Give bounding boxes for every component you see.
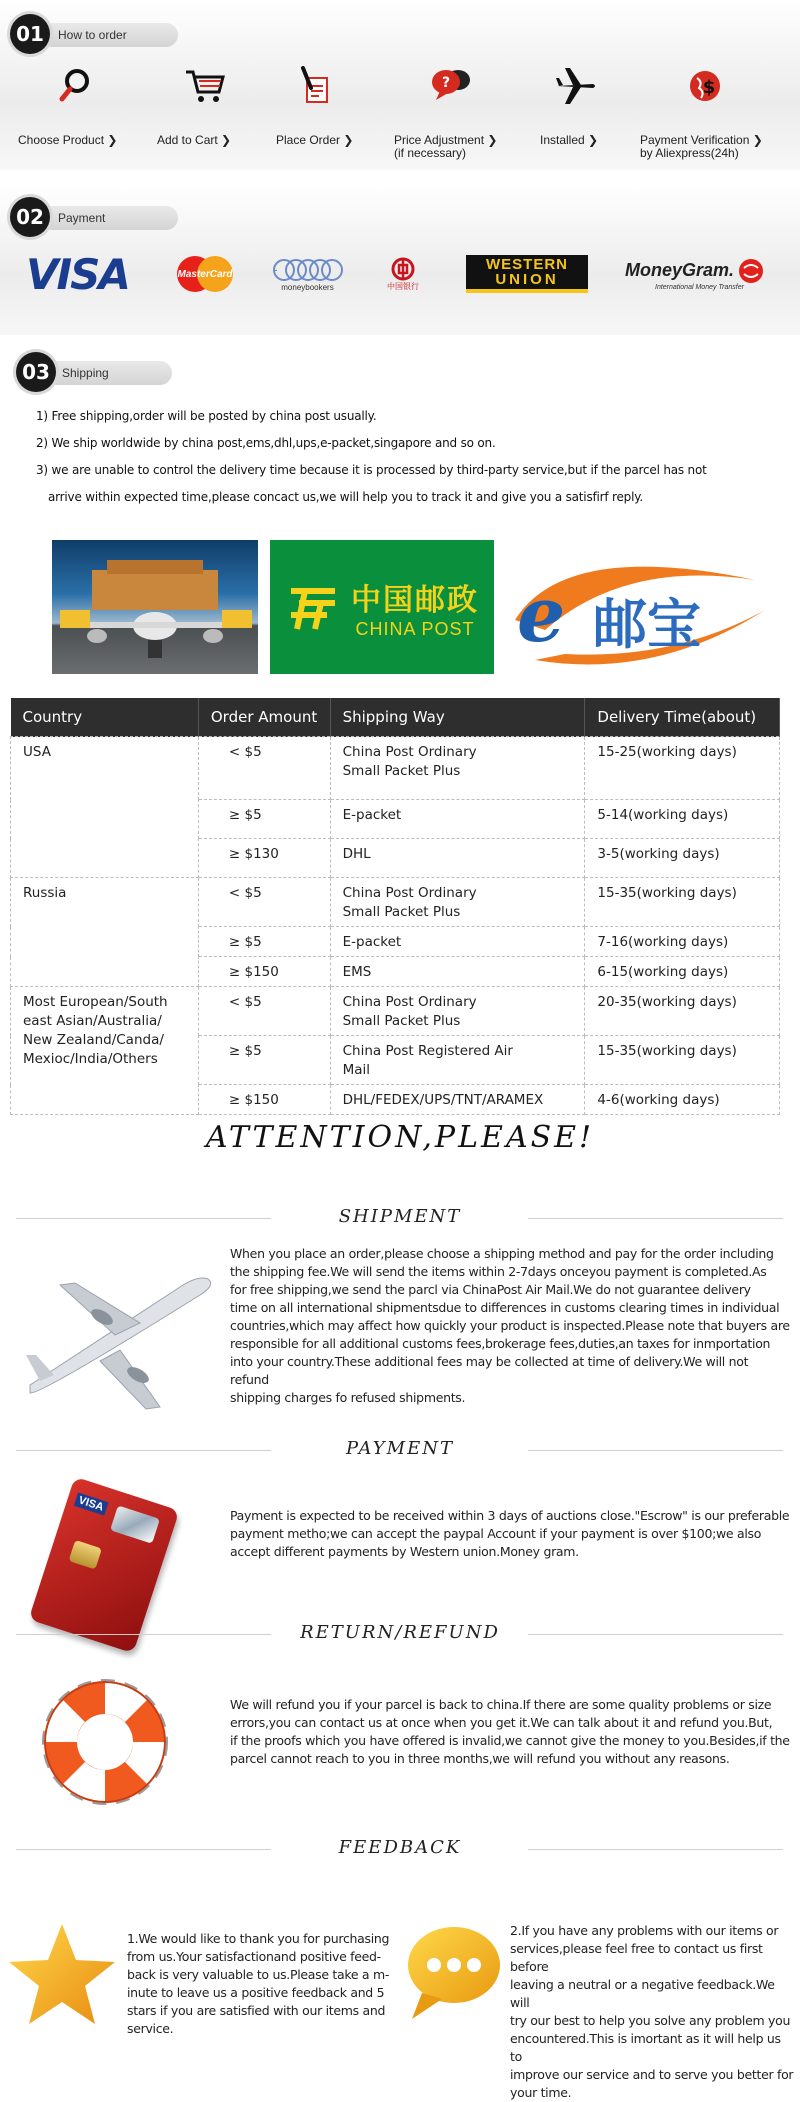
- text-line: inute to leave us a positive feedback and 5: [127, 1985, 385, 2000]
- amount-cell: ≥ $5: [198, 1036, 330, 1085]
- attention-title: ATTENTION,PLEASE!: [205, 1120, 595, 1155]
- amount-cell: ≥ $150: [198, 1085, 330, 1115]
- moneygram-text: MoneyGram.: [625, 260, 735, 280]
- text-line: the shipping fee.We will send the items within 2-7days onceyou payment is completed.As: [230, 1264, 767, 1279]
- text-line: if the proofs which you have offered is invalid,we cannot give the money to you.Besides,if the: [230, 1733, 790, 1748]
- globe-dollar-icon: [683, 64, 727, 108]
- chinapost-cn-text: 中国邮政: [351, 583, 479, 617]
- text-line: from us.Your satisfactionand positive feed-: [127, 1949, 381, 1964]
- text-line: accept different payments by Western union.Money gram.: [230, 1544, 579, 1559]
- text-line: errors,you can contact us at once when you get it.We can talk about it and refund you.But,: [230, 1715, 773, 1730]
- way-cell: E-packet: [330, 927, 585, 957]
- refund-text: [230, 1696, 790, 1768]
- feedback-text-2: [510, 1922, 795, 2102]
- step-label: Choose Product: [18, 133, 105, 147]
- moneygram-globe-icon: [738, 258, 764, 284]
- col-delivery-time: Delivery Time(about): [585, 698, 780, 737]
- step-label: Payment Verification: [640, 133, 750, 147]
- step-label: Add to Cart: [157, 133, 218, 147]
- text-line: into your country.These additional fees may be collected at time of delivery.We will not refund: [230, 1354, 749, 1387]
- moneybookers-text: moneybookers: [281, 282, 334, 292]
- text-line: shipping charges fo refused shipments.: [230, 1390, 466, 1405]
- text-line: 2.If you have any problems with our items or: [510, 1923, 779, 1938]
- amount-cell: ≥ $5: [198, 800, 330, 839]
- section-header-payment: [10, 197, 790, 237]
- country-cell: USA: [11, 737, 199, 878]
- section-label: Shipping: [44, 361, 172, 385]
- amount-cell: < $5: [198, 737, 330, 800]
- shipment-text: [230, 1245, 790, 1407]
- text-line: back is very valuable to us.Please take a m-: [127, 1967, 390, 1982]
- step-sub: (if necessary): [394, 146, 467, 160]
- text-line: countries,which may affect how quickly your product is inspected.Please note that buyers are: [230, 1318, 790, 1333]
- country-cell: Russia: [11, 878, 199, 987]
- section-header-order: [10, 14, 790, 54]
- bank-of-china-logo: [378, 248, 428, 300]
- boc-emblem-icon: [391, 257, 415, 281]
- shipping-line-3: 3) we are unable to control the delivery time because it is processed by third-party service,but if the parcel has not: [36, 463, 707, 477]
- country-cell: Most European/South east Asian/Australia/ New Zealand/Canda/ Mexioc/India/Others: [11, 987, 199, 1115]
- text-line: payment metho;we can accept the paypal Account if your payment is over $100;we also: [230, 1526, 762, 1541]
- section-label: Payment: [40, 206, 178, 230]
- card-chip: [69, 1540, 102, 1570]
- time-cell: 6-15(working days): [585, 957, 780, 987]
- china-post-image: [270, 540, 494, 674]
- mastercard-text: MasterCard: [177, 268, 233, 280]
- section-number: 03: [16, 352, 56, 392]
- feedback-title: FEEDBACK: [338, 1837, 462, 1858]
- text-line: stars if you are satisfied with our items and: [127, 2003, 386, 2018]
- way-cell: China Post Ordinary Small Packet Plus: [330, 737, 585, 800]
- shipping-line-1: 1) Free shipping,order will be posted by china post usually.: [36, 409, 377, 423]
- text-line: encountered.This is imortant as it will help us to: [510, 2031, 781, 2064]
- step-label: Installed: [540, 133, 585, 147]
- section-number: 01: [10, 14, 50, 54]
- card-hologram: [110, 1505, 160, 1543]
- step-label: Price Adjustment: [394, 133, 485, 147]
- amount-cell: < $5: [198, 878, 330, 927]
- step-label: Place Order: [276, 133, 341, 147]
- time-cell: 15-35(working days): [585, 1036, 780, 1085]
- amount-cell: ≥ $150: [198, 957, 330, 987]
- visa-text: VISA: [26, 249, 129, 299]
- amount-cell: ≥ $130: [198, 839, 330, 878]
- table-row: [11, 987, 780, 1036]
- shipping-table: [10, 698, 780, 1115]
- svg-text:$: $: [702, 77, 716, 98]
- amount-cell: < $5: [198, 987, 330, 1036]
- wu-line2: UNION: [495, 271, 559, 288]
- col-order-amount: Order Amount: [198, 698, 330, 737]
- time-cell: 3-5(working days): [585, 839, 780, 878]
- star-image: [5, 1920, 120, 2030]
- payment-title: PAYMENT: [346, 1438, 454, 1459]
- time-cell: 15-35(working days): [585, 878, 780, 927]
- shipment-title: SHIPMENT: [338, 1206, 462, 1227]
- order-form-icon: [293, 64, 337, 108]
- text-line: service.: [127, 2021, 174, 2036]
- cargo-plane-image: [52, 540, 258, 674]
- text-line: leaving a neutral or a negative feedback.We will: [510, 1977, 775, 2010]
- payment-text: [230, 1507, 790, 1561]
- china-post-emblem-icon: [285, 579, 341, 635]
- text-line: We will refund you if your parcel is back to china.If there are some quality problems or size: [230, 1697, 772, 1712]
- way-cell: China Post Registered Air Mail: [330, 1036, 585, 1085]
- shipping-line-2: 2) We ship worldwide by china post,ems,dhl,ups,e-packet,singapore and so on.: [36, 436, 496, 450]
- time-cell: 5-14(working days): [585, 800, 780, 839]
- text-line: your time.: [510, 2085, 572, 2100]
- amount-cell: ≥ $5: [198, 927, 330, 957]
- time-cell: 20-35(working days): [585, 987, 780, 1036]
- moneybookers-rings-icon: [270, 257, 346, 283]
- section-label: How to order: [40, 23, 178, 47]
- cargo-plane-icon: [52, 540, 258, 674]
- way-cell: China Post Ordinary Small Packet Plus: [330, 987, 585, 1036]
- time-cell: 7-16(working days): [585, 927, 780, 957]
- time-cell: 15-25(working days): [585, 737, 780, 800]
- text-line: When you place an order,please choose a shipping method and pay for the order including: [230, 1246, 774, 1261]
- text-line: for free shipping,we send the parcl via ChinaPost Air Mail.We do not guarantee delivery: [230, 1282, 751, 1297]
- refund-title: RETURN/REFUND: [300, 1622, 500, 1643]
- wu-line1: WESTERN: [486, 256, 568, 273]
- table-row: [11, 878, 780, 927]
- svg-text:?: ?: [441, 75, 451, 91]
- table-row: [11, 737, 780, 800]
- text-line: Payment is expected to be received within 3 days of auctions close."Escrow" is our preferable: [230, 1508, 790, 1523]
- western-union-logo: [466, 248, 588, 300]
- text-line: responsible for all additional customs fees,brokerage fees,duties,an taxes for inmportation: [230, 1336, 771, 1351]
- text-line: try our best to help you solve any problem you: [510, 2013, 791, 2028]
- col-shipping-way: Shipping Way: [330, 698, 585, 737]
- mastercard-logo: [170, 248, 240, 300]
- step-sub: by Aliexpress(24h): [640, 146, 739, 160]
- feedback-text-1: [127, 1930, 397, 2038]
- section-number: 02: [10, 197, 50, 237]
- visa-logo: [20, 248, 135, 300]
- time-cell: 4-6(working days): [585, 1085, 780, 1115]
- way-cell: China Post Ordinary Small Packet Plus: [330, 878, 585, 927]
- e-youbao-logo: [505, 550, 775, 670]
- speech-bubble-image: [398, 1915, 506, 2023]
- lifebuoy-image: [35, 1672, 175, 1812]
- chat-bubbles-icon: [425, 64, 475, 108]
- col-country: Country: [11, 698, 199, 737]
- text-line: services,please feel free to contact us first before: [510, 1941, 763, 1974]
- magnifier-icon: [53, 64, 97, 108]
- credit-card-image: [35, 1480, 165, 1640]
- text-line: improve our service and to serve you better for: [510, 2067, 794, 2082]
- moneygram-sub: International Money Transfer: [655, 283, 744, 291]
- section-header-shipping: [10, 352, 790, 392]
- plane-icon: [550, 64, 600, 108]
- card-brand: VISA: [74, 1492, 108, 1515]
- shipping-line-4: arrive within expected time,please concact us,we will help you to track it and give you a satisfirf reply.: [48, 490, 644, 504]
- boc-text: 中国银行: [387, 281, 419, 291]
- moneybookers-logo: [265, 248, 350, 300]
- text-line: 1.We would like to thank you for purchasing: [127, 1931, 390, 1946]
- table-header-row: [11, 698, 780, 737]
- airplane-image: [20, 1265, 220, 1415]
- youbao-text: 邮宝: [593, 595, 701, 655]
- text-line: time on all international shipmentsdue to differences in customs clearing times in individual: [230, 1300, 780, 1315]
- cart-icon: [180, 64, 230, 108]
- way-cell: EMS: [330, 957, 585, 987]
- moneygram-logo: [625, 248, 775, 300]
- e-letter: e: [517, 570, 566, 659]
- way-cell: DHL/FEDEX/UPS/TNT/ARAMEX: [330, 1085, 585, 1115]
- way-cell: E-packet: [330, 800, 585, 839]
- way-cell: DHL: [330, 839, 585, 878]
- text-line: parcel cannot reach to you in three months,we will refund you without any reasons.: [230, 1751, 730, 1766]
- chinapost-en-text: CHINA POST: [355, 618, 475, 639]
